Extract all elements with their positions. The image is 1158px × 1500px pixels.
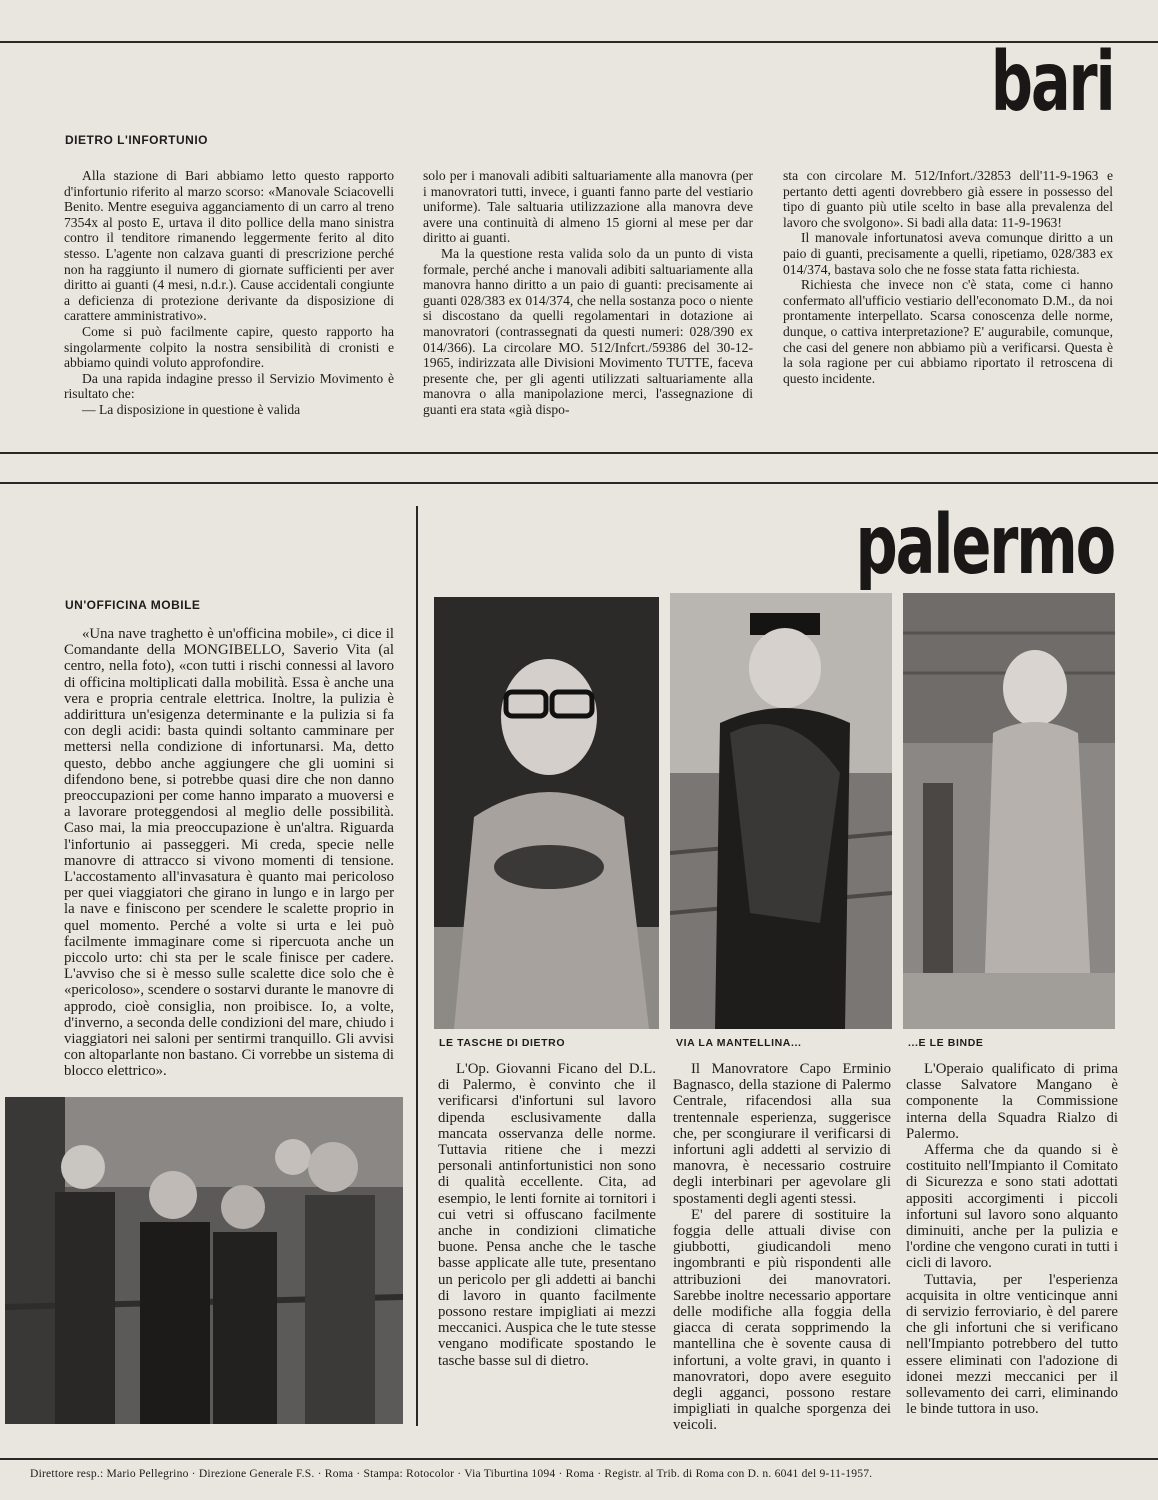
paragraph: — La disposizione in questione è valida xyxy=(82,401,301,417)
section-title-palermo: palermo xyxy=(855,498,1114,593)
paragraph: Il manovale infortunatosi aveva comunque diritto a un paio di guanti, precisamente a quelli, ripetiamo, 028/383 ex 014/374, bastava solo che ne fosse stata fatta richiesta. xyxy=(783,230,1113,277)
section-title-bari: bari xyxy=(991,35,1114,130)
footer-rule xyxy=(0,1458,1158,1460)
bari-column-1 xyxy=(64,168,394,418)
paragraph: Tuttavia, per l'esperienza acquisita in oltre venticinque anni di servizio ferroviario, è del parere che gli infortuni che si verificano nell'Impianto potrebbero del tutto essere eliminati con l'adozione di idonei mezzi meccanici per il sollevamento dei carri, eliminando le binde tuttora in uso. xyxy=(906,1271,1118,1418)
paragraph: sta con circolare M. 512/Infort./32853 dell'11-9-1963 e pertanto detti agenti dovrebbero già essere in possesso del tipo di guanto più utile scelto in base alla prevalenza del lavoro che svolgono». Si badi alla data: 11-9-1963! xyxy=(783,168,1113,230)
photo-giovanni-ficano xyxy=(434,597,659,1029)
photo-ship-crew xyxy=(5,1097,403,1424)
bari-column-3 xyxy=(783,168,1113,386)
top-rule xyxy=(0,41,1158,43)
bari-bottom-rule-1 xyxy=(0,452,1158,454)
photo-erminio-bagnasco xyxy=(670,593,892,1029)
bari-column-2 xyxy=(423,168,753,418)
bari-bottom-rule-2 xyxy=(0,482,1158,484)
paragraph: E' del parere di sostituire la foggia delle attuali divise con giubbotti, giudicandoli meno ingombranti e più rispondenti alle attribuzioni dei manovratori. Sarebbe inoltre necessario apportare delle modifiche alla foggia della giacca di cerata sopprimendo la mantellina che è sovente causa di infortuni, a volte gravi, in quanto i manovratori, dopo avere eseguito degli agganci, possono restare impigliati in qualche sporgenza dei veicoli. xyxy=(673,1206,891,1434)
paragraph: Il Manovratore Capo Erminio Bagnasco, della stazione di Palermo Centrale, rifacendosi alla sua trentennale esperienza, suggerisce che, per scongiurare il verificarsi di infortuni agli addetti al servizio di manovra, è necessario costruire degli interbinari per agevolare gli spostamenti degli agenti stessi. xyxy=(673,1061,891,1207)
paragraph: «Una nave traghetto è un'officina mobile», ci dice il Comandante della MONGIBELLO, Saverio Vita (al centro, nella foto), «con tutti i rischi connessi al lavoro di officina moltiplicati dalla mobilità. Essa è anche una vera e propria centrale elettrica. Inoltre, la pulizia è addirittura un'esigenza determinante e la pulizia si fa con degli acidi: basta quindi soltanto camminare per mettersi nella condizione di infortunarsi. Ma, detto questo, debbo anche aggiungere che gli uomini si difendono bene, si potrebbe quasi dire che non danno preoccupazioni per come hanno imparato a muoversi e a lavorare proteggendosi al meglio delle possibilità. Caso mai, la mia preoccupazione è un'altra. Riguarda l'infortunio ai passeggeri. Mi creda, specie nelle manovre di attracco si vivono momenti di tensione. L'accostamento all'invasatura è quanto mai pericoloso per quei viaggiatori che girano in lungo e in largo per la nave e finiscono per scendere le scalette proprio in quel momento. Perché a volte si urta e lei può facilmente immaginare come si ripercuota anche un piccolo urto: chi sta per le scale finisce per cadere. L'avviso che si è messo sulle scalette dice solo che è «pericoloso», scendere o sostarvi durante le manovre di approdo, cioè consiglia, non proibisce. Io, a volte, d'inverno, a seconda delle condizioni del mare, chiudo i viaggiatori nei saloni per sentirmi tranquillo. Gli avvisi con altoparlante non bastano. Ci vorrebbe un sistema di blocco elettrico». xyxy=(64,626,394,1080)
palermo-column-divider xyxy=(416,506,418,1426)
photo-ship-crew-image xyxy=(5,1097,403,1424)
paragraph: Richiesta che invece non c'è stata, come ci hanno confermato all'ufficio vestiario dell'economato D.M., da noi prontamente interpellato. Scarsa conoscenza delle norme, dunque, o cattiva interpretazione? E' augurabile, comunque, che casi del genere non abbiamo più a verificarsi. Questa è la sola ragione per cui abbiamo riportato il retroscena di questo incidente. xyxy=(783,277,1113,386)
palermo-intro xyxy=(64,626,394,1080)
photo-giovanni-ficano-image xyxy=(434,597,659,1029)
paragraph: Ma la questione resta valida solo da un punto di vista formale, perché anche i manovali adibiti saltuariamente alla manovra hanno diritto a un paio di guanti: precisamente ai guanti 028/383 ex 014/374, che nella sostanza poco o niente si discostano da quelli regolamentari in dotazione ai manovratori (contrassegnati da questi numeri: 028/390 ex 014/366). La circolare MO. 512/Infcrt./59386 del 30-12-1965, indirizzata alle Divisioni Movimento TUTTE, faceva presente che, per gli agenti utilizzati saltuariamente alla manovra o alla manipolazione merci, l'assegnazione di guanti era stata «già dispo- xyxy=(423,245,753,417)
paragraph: L'Operaio qualificato di prima classe Salvatore Mangano è componente la Commissione interna della Squadra Rialzo di Palermo. xyxy=(906,1061,1118,1142)
caption-photo-3: ...E LE BINDE xyxy=(908,1037,984,1049)
caption-photo-2: VIA LA MANTELLINA... xyxy=(676,1037,802,1049)
paragraph: L'Op. Giovanni Ficano del D.L. di Palermo, è convinto che il verificarsi d'infortuni sul lavoro dipenda esclusivamente dalla mancata osservanza delle norme. Tuttavia ritiene che i mezzi personali antinfortunistici non sono di qualità eccellente. Cita, ad esempio, le lenti fornite ai tornitori i cui vetri si offuscano facilmente anche in condizioni climatiche buone. Pensa anche che le tasche basse applicate alle tute, presentano un pericolo per gli addetti ai banchi di lavoro in quanto facilmente possono restare impigliati ai mezzi meccanici. Auspica che le tute stesse vengano modificate spostando le tasche basse sul di dietro. xyxy=(438,1061,656,1369)
palermo-text-bagnasco xyxy=(673,1061,891,1434)
palermo-heading: UN'OFFICINA MOBILE xyxy=(65,598,201,612)
footer-credits: Direttore resp.: Mario Pellegrino · Direzione Generale F.S. · Roma · Stampa: Rotocolor · Via Tiburtina 1094 · Roma · Registr. al Trib. di Roma con D. n. 6041 del 9-11-1957. xyxy=(30,1467,873,1480)
photo-erminio-bagnasco-image xyxy=(670,593,892,1029)
paragraph: solo per i manovali adibiti saltuariamente alla manovra (per i manovratori tutti, invece, i guanti fanno parte del vestiario uniforme). Tale saltuaria utilizzazione alla manovra deve avere una continuità di almeno 15 giorni al mese per dar diritto ai guanti. xyxy=(423,168,753,246)
paragraph: Alla stazione di Bari abbiamo letto questo rapporto d'infortunio riferito al marzo scorso: «Manovale Sciacovelli Benito. Mentre eseguiva agganciamento di un carro al treno 7354x al posto E, urtava il dito pollice della mano sinistra contro il tenditore rimanendo leggermente ferito al dito stesso. L'agente non calzava guanti di prescrizione perché non ha raggiunto il numero di giornate sufficienti per aver diritto ai guanti (4 mesi, n.d.r.). Cause accidentali congiunte a deficienza di protezione derivante da disposizione di carattere amministrativo». xyxy=(64,168,394,324)
photo-salvatore-mangano-image xyxy=(903,593,1115,1029)
bari-heading: DIETRO L'INFORTUNIO xyxy=(65,133,209,147)
photo-salvatore-mangano xyxy=(903,593,1115,1029)
paragraph: Da una rapida indagine presso il Servizio Movimento è risultato che: xyxy=(64,370,394,402)
caption-photo-1: LE TASCHE DI DIETRO xyxy=(439,1037,566,1049)
paragraph: Afferma che da quando si è costituito nell'Impianto il Comitato di Sicurezza e sono stati adottati appositi accorgimenti i piccoli infortuni sul lavoro sono alquanto diminuiti, anche per la pulizia e l'ordine che vengono curati in tutti i cicli di lavoro. xyxy=(906,1142,1118,1272)
palermo-text-mangano xyxy=(906,1061,1118,1417)
paragraph: Come si può facilmente capire, questo rapporto ha singolarmente colpito la nostra sensibilità di cronisti e abbiamo quindi voluto approfondire. xyxy=(64,323,394,371)
palermo-text-ficano xyxy=(438,1061,656,1369)
